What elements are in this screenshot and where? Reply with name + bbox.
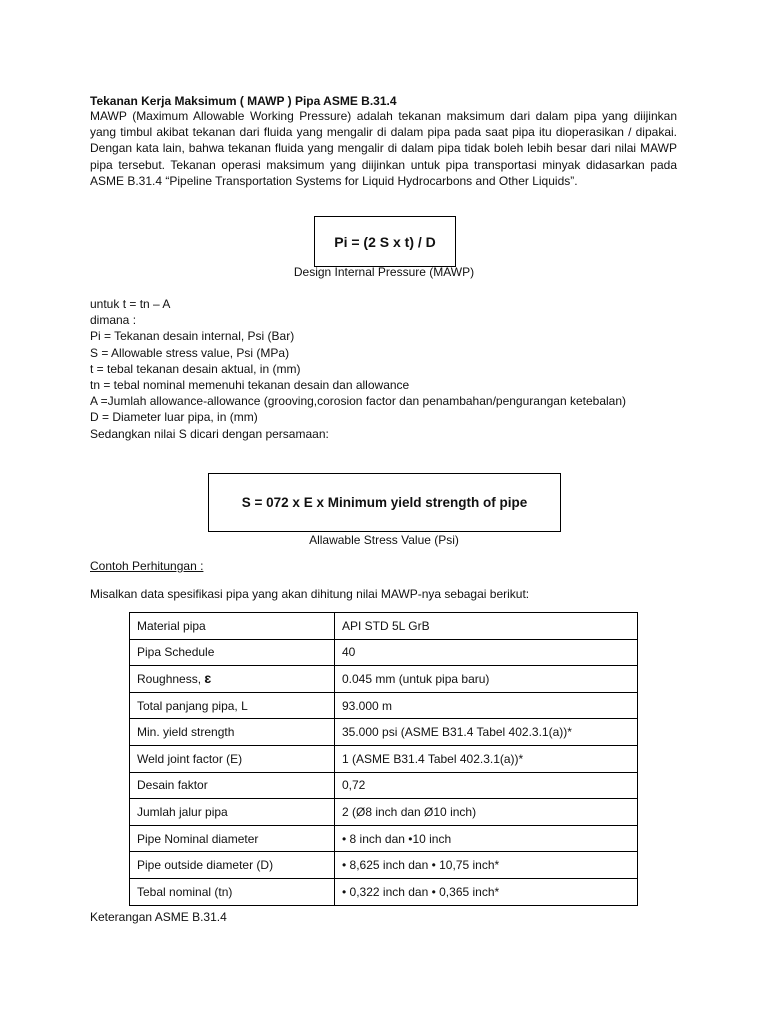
table-row xyxy=(130,825,638,852)
formula-pi-expression: Pi = (2 S x t) / D xyxy=(334,233,436,250)
definition-line: Sedangkan nilai S dicari dengan persamaan: xyxy=(90,426,329,441)
table-cell-value: 0.045 mm (untuk pipa baru) xyxy=(335,666,638,693)
table-cell-value: 1 (ASME B31.4 Tabel 402.3.1(a))* xyxy=(335,745,638,772)
table-cell-key: Material pipa xyxy=(130,613,335,640)
spec-table xyxy=(129,612,638,906)
table-row xyxy=(130,692,638,719)
roughness-label: Roughness, xyxy=(137,672,205,687)
table-row xyxy=(130,852,638,879)
table-cell-value: API STD 5L GrB xyxy=(335,613,638,640)
table-row xyxy=(130,745,638,772)
document-heading: Tekanan Kerja Maksimum ( MAWP ) Pipa ASME B.31.4 xyxy=(90,94,397,108)
table-cell-key: Total panjang pipa, L xyxy=(130,692,335,719)
table-row xyxy=(130,878,638,905)
definition-line: A =Jumlah allowance-allowance (grooving,corosion factor dan penambahan/pengurangan ketebalan) xyxy=(90,394,627,409)
table-row xyxy=(130,639,638,666)
table-cell-key: Jumlah jalur pipa xyxy=(130,799,335,826)
table-cell-value: 35.000 psi (ASME B31.4 Tabel 402.3.1(a))* xyxy=(335,719,638,746)
epsilon-symbol: ɛ xyxy=(204,670,212,687)
table-cell-key: Min. yield strength xyxy=(130,719,335,746)
definition-line: Pi = Tekanan desain internal, Psi (Bar) xyxy=(90,329,295,344)
table-cell-key: Pipe Nominal diameter xyxy=(130,825,335,852)
formula-box-pi xyxy=(314,216,456,267)
table-row xyxy=(130,613,638,640)
table-cell-key: Pipa Schedule xyxy=(130,639,335,666)
table-cell-key: Pipe outside diameter (D) xyxy=(130,852,335,879)
formula-s-caption: Allawable Stress Value (Psi) xyxy=(309,533,459,547)
table-cell-value: • 8 inch dan •10 inch xyxy=(335,825,638,852)
example-intro: Misalkan data spesifikasi pipa yang akan dihitung nilai MAWP-nya sebagai berikut: xyxy=(90,587,530,601)
definition-line: S = Allowable stress value, Psi (MPa) xyxy=(90,345,290,360)
table-cell-value: • 0,322 inch dan • 0,365 inch* xyxy=(335,878,638,905)
table-cell-key: Tebal nominal (tn) xyxy=(130,878,335,905)
definition-line: dimana : xyxy=(90,313,137,328)
footer-note: Keterangan ASME B.31.4 xyxy=(90,910,227,924)
formula-pi-caption: Design Internal Pressure (MAWP) xyxy=(293,265,475,279)
table-cell-value: 40 xyxy=(335,639,638,666)
intro-paragraph: MAWP (Maximum Allowable Working Pressure) adalah tekanan maksimum dari dalam pipa yang diijinkan yang timbul akibat tekanan dari fluida yang mengalir di dalam pipa pada saat pipa itu dioperasikan / dipakai. Dengan kata lain, bahwa tekanan fluida yang mengalir di dalam pipa tidak boleh lebih besar dari nilai MAWP pipa tersebut. Tekanan operasi maksimum yang diijinkan untuk pipa transportasi minyak didasarkan pada ASME B.31.4 “Pipeline Transportation Systems for Liquid Hydrocarbons and Other Liquids”. xyxy=(90,109,677,188)
table-cell-key: Weld joint factor (E) xyxy=(130,745,335,772)
table-cell-value: 2 (Ø8 inch dan Ø10 inch) xyxy=(335,799,638,826)
table-cell-value: • 8,625 inch dan • 10,75 inch* xyxy=(335,852,638,879)
table-cell-value: 93.000 m xyxy=(335,692,638,719)
definition-line: D = Diameter luar pipa, in (mm) xyxy=(90,410,258,425)
formula-box-s xyxy=(208,473,561,532)
table-cell-key xyxy=(130,666,335,693)
table-row xyxy=(130,719,638,746)
table-cell-value: 0,72 xyxy=(335,772,638,799)
table-row xyxy=(130,772,638,799)
definition-line: t = tebal tekanan desain aktual, in (mm) xyxy=(90,361,301,376)
table-row xyxy=(130,666,638,693)
definition-line: tn = tebal nominal memenuhi tekanan desain dan allowance xyxy=(90,378,410,393)
definitions-list xyxy=(90,296,626,442)
formula-s-expression: S = 072 x E x Minimum yield strength of pipe xyxy=(241,495,528,510)
table-cell-key: Desain faktor xyxy=(130,772,335,799)
example-title: Contoh Perhitungan : xyxy=(90,559,204,573)
definition-line: untuk t = tn – A xyxy=(90,297,171,311)
table-row xyxy=(130,799,638,826)
